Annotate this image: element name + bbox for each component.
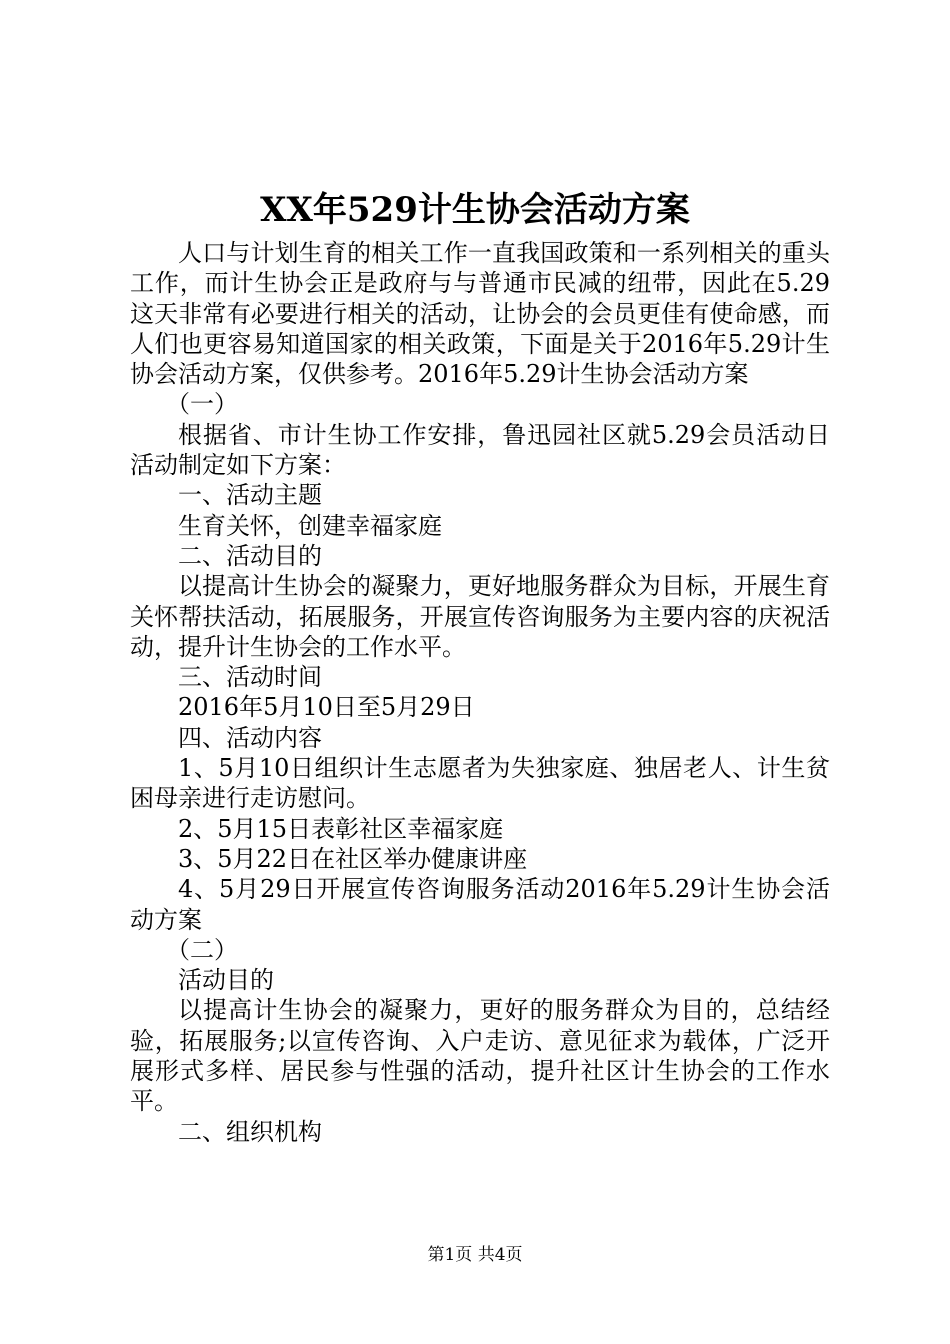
content-item-1: 1、5月10日组织计生志愿者为失独家庭、独居老人、计生贫困母亲进行走访慰问。 bbox=[130, 754, 830, 813]
page-footer: 第1页 共4页 bbox=[427, 1245, 523, 1265]
content-item-4: 4、5月29日开展宣传咨询服务活动2016年5.29计生协会活动方案 bbox=[130, 875, 830, 934]
document-title: XX年529计生协会活动方案 bbox=[260, 190, 690, 230]
document-body bbox=[130, 238, 830, 1147]
content-item-2: 2、5月15日表彰社区幸福家庭 bbox=[178, 814, 504, 843]
heading-activity-purpose: 二、活动目的 bbox=[178, 541, 322, 570]
intro-paragraph: 人口与计划生育的相关工作一直我国政策和一系列相关的重头工作，而计生协会正是政府与与普通市民减的纽带，因此在5.29这天非常有必要进行相关的活动，让协会的会员更佳有使命感，而人们也更容易知道国家的相关政策，下面是关于2016年5.29计生协会活动方案，仅供参考。2016年5.29计生协会活动方案 bbox=[130, 239, 830, 389]
heading-activity-time: 三、活动时间 bbox=[178, 663, 322, 692]
content-item-3: 3、5月22日在社区举办健康讲座 bbox=[178, 844, 528, 873]
activity-purpose-paragraph: 以提高计生协会的凝聚力，更好地服务群众为目标，开展生育关怀帮扶活动，拓展服务，开展宣传咨询服务为主要内容的庆祝活动，提升计生协会的工作水平。 bbox=[130, 572, 830, 661]
section-marker-one: （一） bbox=[166, 390, 238, 419]
section-marker-two: （二） bbox=[166, 935, 238, 964]
heading-purpose-two: 活动目的 bbox=[178, 966, 274, 995]
activity-theme-text: 生育关怀，创建幸福家庭 bbox=[178, 511, 442, 540]
heading-activity-content: 四、活动内容 bbox=[178, 723, 322, 752]
activity-time-text: 2016年5月10日至5月29日 bbox=[178, 693, 475, 722]
purpose-two-paragraph: 以提高计生协会的凝聚力，更好的服务群众为目的，总结经验，拓展服务;以宣传咨询、入户走访、意见征求为载体，广泛开展形式多样、居民参与性强的活动，提升社区计生协会的工作水平。 bbox=[130, 996, 830, 1116]
plan-basis-paragraph: 根据省、市计生协工作安排，鲁迅园社区就5.29会员活动日活动制定如下方案： bbox=[130, 420, 830, 480]
heading-activity-theme: 一、活动主题 bbox=[178, 481, 322, 510]
heading-organization: 二、组织机构 bbox=[178, 1117, 322, 1146]
